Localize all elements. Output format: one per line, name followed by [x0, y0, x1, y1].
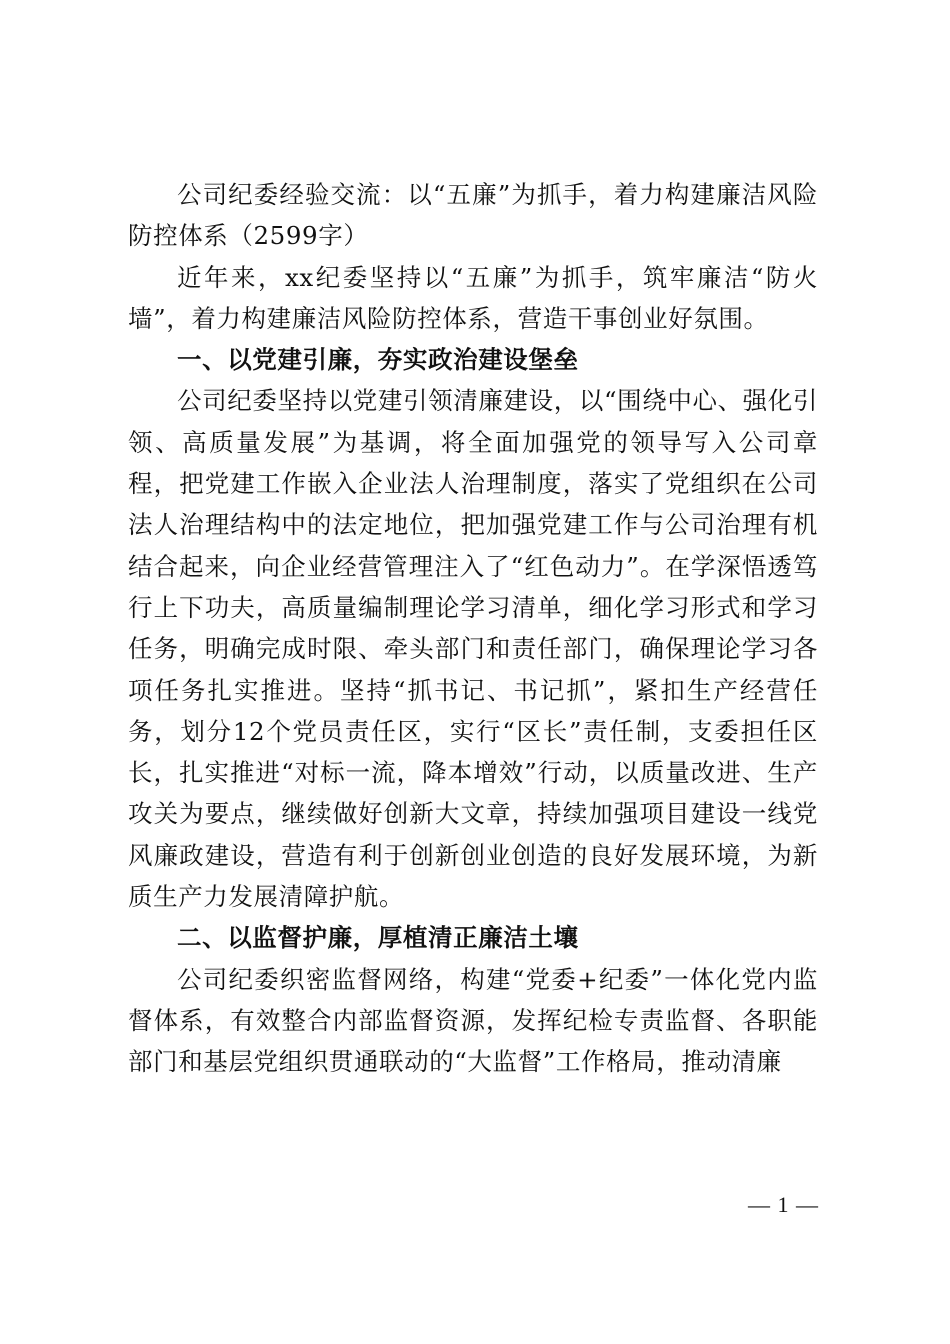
document-body: [128, 174, 818, 1083]
section-2-heading: 二、以监督护廉，厚植清正廉洁土壤: [177, 923, 579, 953]
section-2-body: 公司纪委织密监督网络，构建“党委+纪委”一体化党内监督体系，有效整合内部监督资源，发挥纪检专责监督、各职能部门和基层党组织贯通联动的“大监督”工作格局，推动清廉: [128, 964, 818, 1077]
page-number: — 1 —: [748, 1192, 819, 1217]
intro-paragraph: 近年来，xx纪委坚持以“五廉”为抓手，筑牢廉洁“防火墙”，着力构建廉洁风险防控体系，营造干事创业好氛围。: [128, 262, 818, 333]
section-1-body: 公司纪委坚持以党建引领清廉建设，以“围绕中心、强化引领、高质量发展”为基调，将全面加强党的领导写入公司章程，把党建工作嵌入企业法人治理制度，落实了党组织在公司法人治理结构中的法定地位，把加强党建工作与公司治理有机结合起来，向企业经营管理注入了“红色动力”。在学深悟透笃行上下功夫，高质量编制理论学习清单，细化学习形式和学习任务，明确完成时限、牵头部门和责任部门，确保理论学习各项任务扎实推进。坚持“抓书记、书记抓”，紧扣生产经营任务，划分12个党员责任区，实行“区长”责任制，支委担任区长，扎实推进“对标一流，降本增效”行动，以质量改进、生产攻关为要点，继续做好创新大文章，持续加强项目建设一线党风廉政建设，营造有利于创新创业创造的良好发展环境，为新质生产力发展清障护航。: [128, 386, 818, 912]
section-1-heading: 一、以党建引廉，夯实政治建设堡垒: [177, 345, 579, 375]
document-title: 公司纪委经验交流：以“五廉”为抓手，着力构建廉洁风险防控体系（2599字）: [128, 180, 818, 251]
